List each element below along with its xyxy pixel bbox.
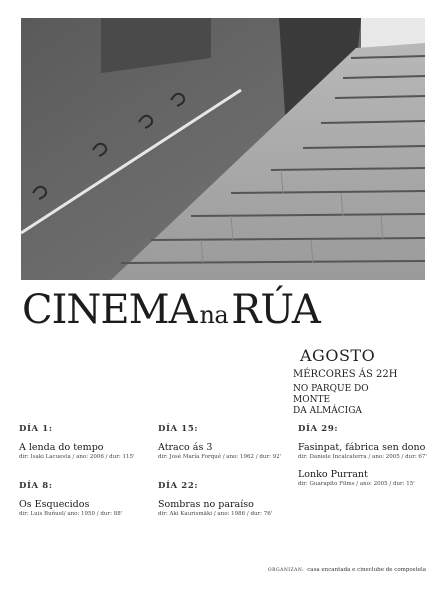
- day-label: DÍA 1:: [19, 424, 53, 434]
- program-entry: [298, 424, 438, 461]
- organizers-label: ORGANIZAN:: [267, 568, 305, 573]
- month-label: AGOSTO: [300, 346, 376, 365]
- program-column-1: [19, 424, 159, 538]
- day-label: DÍA 29:: [298, 424, 339, 434]
- film-meta: dir: Aki Kaurismäki / ano: 1986 / dur: 76': [158, 511, 273, 517]
- film-title: A lenda do tempo: [19, 442, 104, 453]
- schedule-label: MÉRCORES ÁS 22H: [293, 369, 398, 380]
- film-meta: dir: Daniele Incalcaterra / ano: 2005 / dur: 67': [298, 454, 427, 460]
- film-title: Os Esquecidos: [19, 499, 90, 510]
- title-cinema: CINEMA: [22, 287, 197, 333]
- day-label: DÍA 15:: [158, 424, 199, 434]
- organizers-credit: [268, 567, 426, 573]
- program-entry-second: [298, 469, 438, 488]
- film-title: Lonko Purrant: [298, 469, 368, 480]
- program-entry: [158, 481, 298, 518]
- venue-line-2: DA ALMÁCIGA: [293, 406, 362, 416]
- film-meta: dir: Luis Buñuel/ ano: 1950 / dur: 88': [19, 511, 123, 517]
- program-column-3: [298, 424, 438, 496]
- title-connector: na: [199, 301, 229, 329]
- film-title: Atraco ás 3: [158, 442, 213, 453]
- day-label: DÍA 8:: [19, 481, 53, 491]
- program-entry: [19, 424, 159, 461]
- poster-title: [22, 287, 426, 333]
- organizers-names: casa encantada e cineclube de compostela: [307, 567, 426, 573]
- film-meta: dir: Guarapito Films / ano: 2005 / dur: 15': [298, 481, 415, 487]
- title-rua: RÚA: [231, 287, 320, 333]
- film-title: Fasinpat, fábrica sen dono: [298, 442, 426, 453]
- venue-label: [293, 384, 393, 417]
- venue-line-1: NO PARQUE DO MONTE: [293, 384, 369, 405]
- program-entry: [19, 481, 159, 518]
- stairs-photo: [21, 18, 425, 280]
- film-meta: dir: Isaki Lacuesta / ano: 2006 / dur: 115': [19, 454, 135, 460]
- film-meta: dir: José María Forqué / ano: 1962 / dur: 92': [158, 454, 282, 460]
- program-column-2: [158, 424, 298, 538]
- film-title: Sombras no paraíso: [158, 499, 254, 510]
- program-entry: [158, 424, 298, 461]
- day-label: DÍA 22:: [158, 481, 199, 491]
